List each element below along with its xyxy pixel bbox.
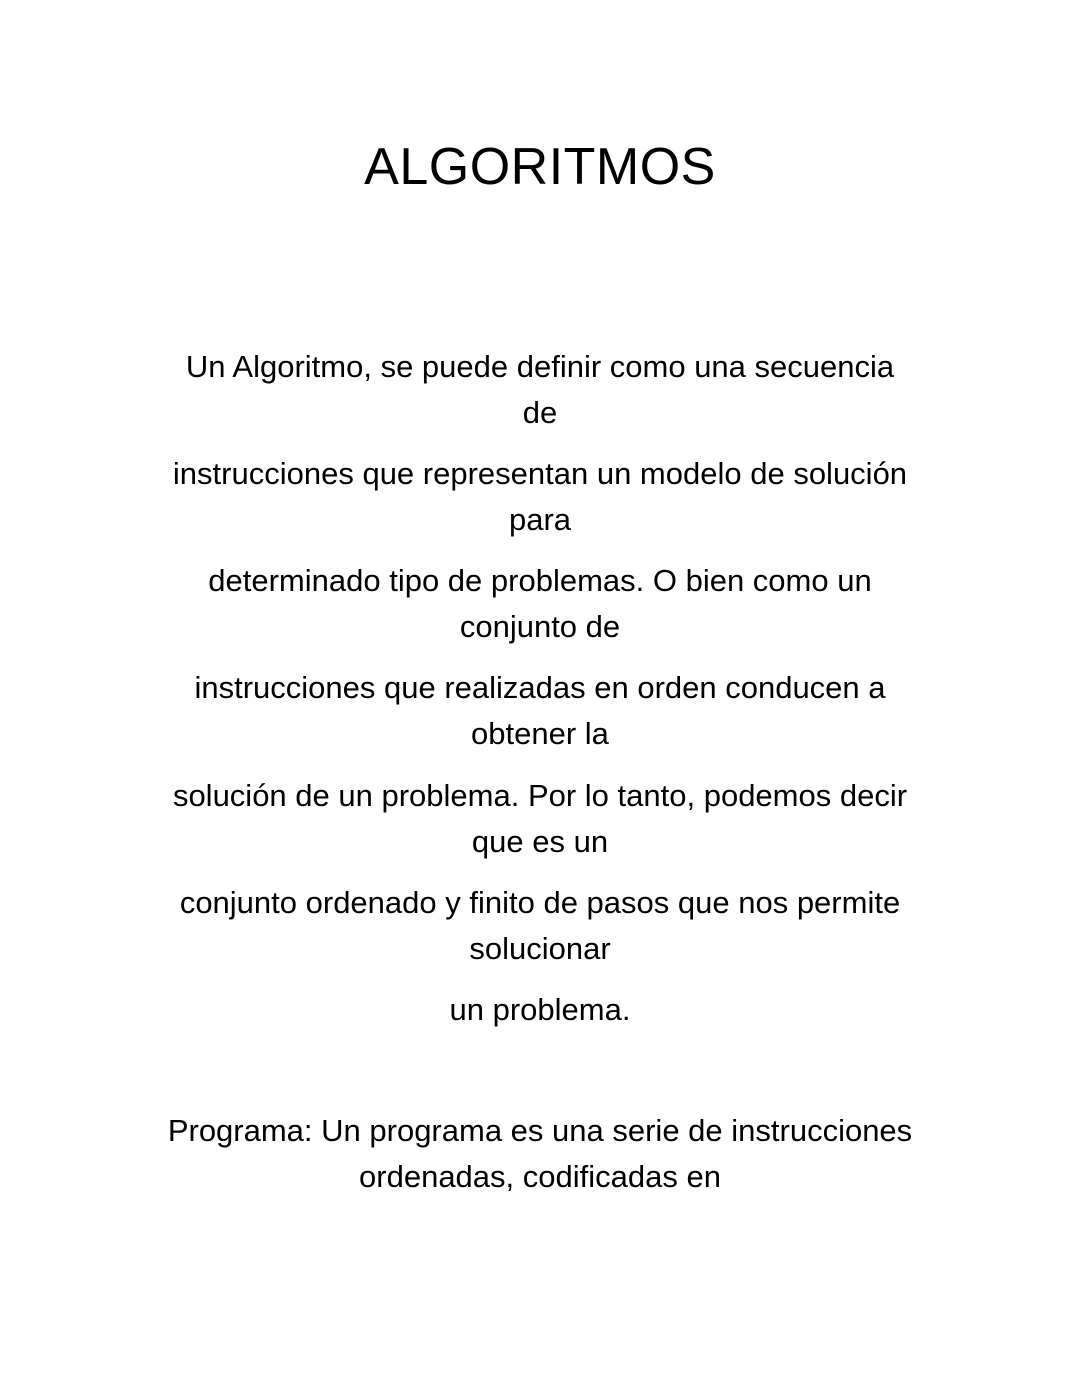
text-line-1a: Un Algoritmo, se puede definir como una secuencia [185, 349, 895, 384]
text-line-5 [0, 773, 1080, 865]
text-line-2 [0, 451, 1080, 543]
programa-paragraph [0, 1108, 1080, 1200]
text-line-2b: para [508, 502, 572, 537]
text-line-3b: conjunto de [459, 609, 621, 644]
text-line-6b: solucionar [469, 931, 611, 966]
text-line-4b: obtener la [471, 716, 609, 751]
text-line-1 [0, 344, 1080, 436]
text-line-6a: conjunto ordenado y finito de pasos que nos permite [179, 885, 901, 920]
text-line-7a: un problema. [449, 992, 631, 1027]
page-title: ALGORITMOS [364, 138, 716, 196]
text-line-3 [0, 558, 1080, 650]
text-line-6 [0, 880, 1080, 972]
programa-line-2: ordenadas, codificadas en [359, 1159, 721, 1194]
text-line-3a: determinado tipo de problemas. O bien como un [208, 563, 872, 598]
text-line-1b: de [522, 395, 558, 430]
text-line-7 [0, 987, 1080, 1033]
programa-line-1: Programa: Un programa es una serie de instrucciones [167, 1113, 913, 1148]
text-line-4 [0, 665, 1080, 757]
text-line-5b: que es un [471, 824, 609, 859]
text-line-2a: instrucciones que representan un modelo de solución [172, 456, 908, 491]
text-line-5a: solución de un problema. Por lo tanto, podemos decir [172, 778, 908, 813]
text-line-4a: instrucciones que realizadas en orden conducen a [194, 670, 886, 705]
